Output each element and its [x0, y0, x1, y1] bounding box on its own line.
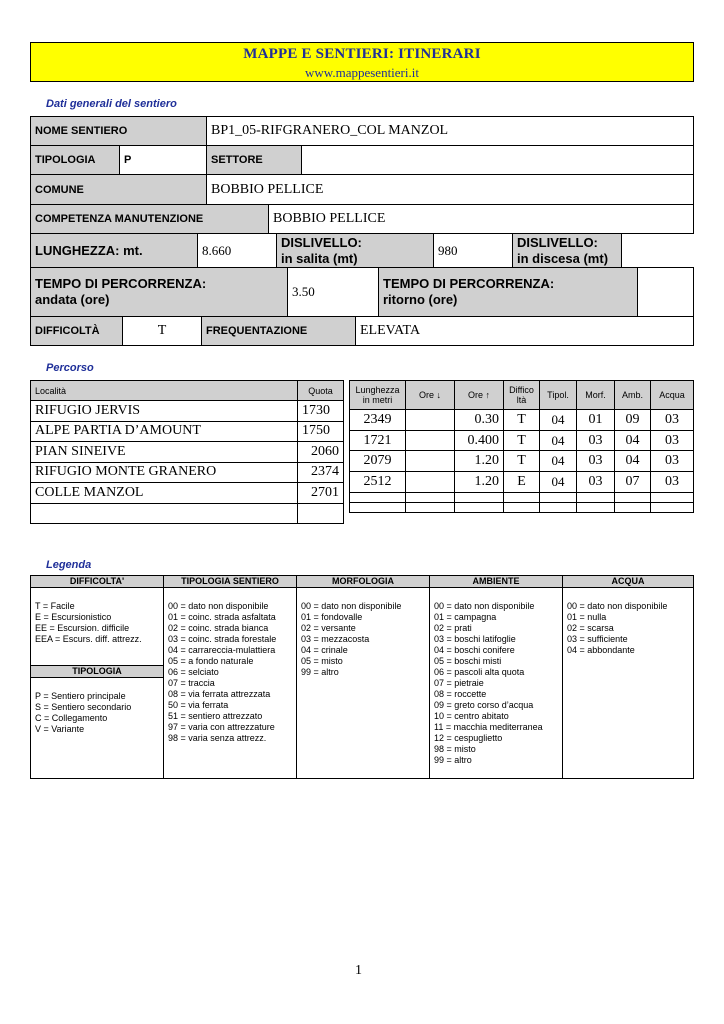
tratto-lunghezza: [350, 503, 406, 513]
comune-label: COMUNE: [31, 175, 207, 205]
legenda-item: 00 = dato non disponibile: [301, 601, 402, 611]
section-title-general: Dati generali del sentiero: [46, 98, 177, 110]
legenda-tipologia-title: TIPOLOGIA: [31, 665, 164, 678]
tipologia-label: TIPOLOGIA: [31, 146, 120, 175]
legenda-morfologia-cell: [297, 588, 430, 779]
localita-name: COLLE MANZOL: [31, 483, 298, 504]
localita-name: [31, 503, 298, 524]
tratto-tipol: 04: [540, 431, 577, 451]
dislivello-salita-label: [277, 234, 434, 268]
localita-row: [31, 442, 344, 463]
legenda-item: V = Variante: [35, 724, 85, 734]
lunghezza-header: Lunghezza in metri: [350, 381, 406, 410]
localita-quota: 1750: [298, 421, 344, 442]
tratto-tipol: 04: [540, 451, 577, 472]
localita-quota: [298, 503, 344, 524]
dislivello-discesa-label-line1: DISLIVELLO:: [517, 234, 598, 250]
legenda-item: 06 = pascoli alta quota: [434, 667, 525, 677]
settore-value: [302, 146, 694, 175]
lunghezza-value: 8.660: [198, 234, 277, 268]
legenda-item: 01 = campagna: [434, 612, 497, 622]
legenda-item: 00 = dato non disponibile: [434, 601, 535, 611]
comune-value: BOBBIO PELLICE: [207, 175, 694, 205]
document-title: MAPPE E SENTIERI: ITINERARI: [243, 46, 481, 62]
legenda-table: [30, 575, 694, 779]
legenda-item: S = Sentiero secondario: [35, 702, 132, 712]
legenda-item: 03 = boschi latifoglie: [434, 634, 516, 644]
tratto-difficolta: T: [504, 431, 540, 451]
tratto-difficolta: [504, 493, 540, 503]
tratto-morf: [577, 493, 615, 503]
tratto-ore-down: [406, 493, 455, 503]
legenda-difficolta-title: DIFFICOLTA': [31, 576, 164, 588]
legenda-item: E = Escursionistico: [35, 612, 112, 622]
tratto-morf: 03: [577, 431, 615, 451]
tratto-ore-down: [406, 431, 455, 451]
legenda-item: 03 = coinc. strada forestale: [168, 634, 277, 644]
localita-row: [31, 503, 344, 524]
tratto-acqua: 03: [651, 472, 694, 493]
section-title-percorso: Percorso: [46, 362, 94, 374]
tratto-difficolta: E: [504, 472, 540, 493]
legenda-item: 04 = abbondante: [567, 645, 635, 655]
legenda-tipologia-sentiero-cell: [164, 588, 297, 779]
tratto-ore-up: [455, 493, 504, 503]
legenda-item: T = Facile: [35, 601, 75, 611]
morf-header: Morf.: [577, 381, 615, 410]
lunghezza-label: LUNGHEZZA: mt.: [31, 234, 198, 268]
competenza-label: COMPETENZA MANUTENZIONE: [31, 205, 269, 234]
legenda-item: 08 = roccette: [434, 689, 487, 699]
general-data-table: [30, 116, 694, 146]
difficolta-row: [30, 316, 694, 346]
tratto-amb: [615, 503, 651, 513]
tratto-ore-down: [406, 503, 455, 513]
tratto-lunghezza: 1721: [350, 431, 406, 451]
dislivello-salita-label-line1: DISLIVELLO:: [281, 234, 362, 250]
legenda-item: 97 = varia con attrezzature: [168, 722, 275, 732]
localita-quota: 2060: [298, 442, 344, 463]
lunghezza-row: [30, 233, 622, 268]
legenda-ambiente-list: [434, 588, 558, 766]
localita-row: [31, 401, 344, 422]
header-banner: [30, 42, 694, 82]
tratto-morf: 01: [577, 410, 615, 431]
website-url: www.mappesentieri.it: [305, 65, 419, 80]
tipol-header: Tipol.: [540, 381, 577, 410]
legenda-item: 01 = fondovalle: [301, 612, 363, 622]
frequentazione-label: FREQUENTAZIONE: [202, 317, 356, 346]
tratto-lunghezza: [350, 493, 406, 503]
legenda-item: 02 = prati: [434, 623, 472, 633]
tratto-ore-down: [406, 472, 455, 493]
legenda-item: 03 = sufficiente: [567, 634, 628, 644]
tempo-andata-label-line1: TEMPO DI PERCORRENZA:: [35, 276, 207, 291]
tempo-row: [30, 267, 694, 317]
tratto-ore-up: 1.20: [455, 472, 504, 493]
dislivello-salita-value: 980: [434, 234, 513, 268]
tratto-tipol: 04: [540, 472, 577, 493]
tratto-amb: 04: [615, 451, 651, 472]
legenda-item: 01 = nulla: [567, 612, 607, 622]
legenda-tipologia-sentiero-list: [168, 588, 292, 744]
tratto-row: [350, 431, 694, 451]
tratto-row: [350, 451, 694, 472]
acqua-header: Acqua: [651, 381, 694, 410]
legenda-item: 12 = cespuglietto: [434, 733, 503, 743]
legenda-item: EEA = Escurs. diff. attrezz.: [35, 634, 142, 644]
legenda-item: 05 = a fondo naturale: [168, 656, 254, 666]
dislivello-discesa-label-line2: in discesa (mt): [517, 250, 609, 266]
tratto-morf: [577, 503, 615, 513]
localita-table: [30, 380, 344, 524]
competenza-row: [30, 204, 694, 234]
tempo-ritorno-label-line1: TEMPO DI PERCORRENZA:: [383, 276, 555, 291]
page-number: 1: [355, 963, 362, 978]
legenda-item: 07 = pietraie: [434, 678, 484, 688]
tratto-acqua: 03: [651, 451, 694, 472]
legenda-difficolta-cell: [31, 588, 164, 779]
tipologia-row: [30, 145, 694, 175]
tratto-ore-up: [455, 503, 504, 513]
localita-row: [31, 483, 344, 504]
tempo-ritorno-label-line2: ritorno (ore): [383, 292, 458, 307]
legenda-item: 01 = coinc. strada asfaltata: [168, 612, 276, 622]
legenda-acqua-list: [567, 588, 689, 656]
legenda-tipologia-sentiero-title: TIPOLOGIA SENTIERO: [164, 576, 297, 588]
tempo-andata-value: 3.50: [288, 268, 379, 317]
tratto-row: [350, 410, 694, 431]
tratto-row: [350, 503, 694, 513]
comune-row: [30, 174, 694, 205]
tipologia-value: P: [120, 146, 207, 175]
legenda-item: 10 = centro abitato: [434, 711, 509, 721]
tratto-row: [350, 493, 694, 503]
tratto-morf: 03: [577, 451, 615, 472]
competenza-value: BOBBIO PELLICE: [269, 205, 694, 234]
tempo-ritorno-label: [379, 268, 638, 317]
tratto-difficolta: T: [504, 410, 540, 431]
legenda-item: 06 = selciato: [168, 667, 219, 677]
ore-down-header: Ore ↓: [406, 381, 455, 410]
localita-name: RIFUGIO JERVIS: [31, 401, 298, 422]
legenda-item: 99 = altro: [434, 755, 472, 765]
difficolta-header: Diffico ltà: [504, 381, 540, 410]
tratto-acqua: [651, 503, 694, 513]
tratto-difficolta: [504, 503, 540, 513]
tratto-tipol: [540, 503, 577, 513]
tratto-ore-down: [406, 451, 455, 472]
legenda-morfologia-list: [301, 588, 425, 678]
tratto-amb: 09: [615, 410, 651, 431]
tempo-ritorno-value: [638, 268, 694, 317]
tratto-lunghezza: 2512: [350, 472, 406, 493]
legenda-item: 09 = greto corso d’acqua: [434, 700, 534, 710]
nome-sentiero-value: BP1_05-RIFGRANERO_COL MANZOL: [207, 117, 694, 146]
tempo-andata-label: [31, 268, 288, 317]
legenda-item: 00 = dato non disponibile: [567, 601, 668, 611]
legenda-morfologia-title: MORFOLOGIA: [297, 576, 430, 588]
legenda-item: 04 = boschi conifere: [434, 645, 515, 655]
tratto-amb: 07: [615, 472, 651, 493]
settore-label: SETTORE: [207, 146, 302, 175]
legenda-ambiente-title: AMBIENTE: [430, 576, 563, 588]
legenda-ambiente-cell: [430, 588, 563, 779]
legenda-item: 02 = scarsa: [567, 623, 614, 633]
legenda-item: 02 = versante: [301, 623, 356, 633]
ore-up-header: Ore ↑: [455, 381, 504, 410]
legenda-item: 04 = crinale: [301, 645, 348, 655]
tratto-acqua: [651, 493, 694, 503]
quota-header: Quota: [298, 381, 344, 401]
tratto-amb: [615, 493, 651, 503]
difficolta-label: DIFFICOLTÀ: [31, 317, 123, 346]
tratto-acqua: 03: [651, 431, 694, 451]
legenda-item: 07 = traccia: [168, 678, 215, 688]
tratto-tipol: [540, 493, 577, 503]
legenda-item: 11 = macchia mediterranea: [434, 722, 543, 732]
tratto-lunghezza: 2349: [350, 410, 406, 431]
frequentazione-value: ELEVATA: [356, 317, 694, 346]
tratto-amb: 04: [615, 431, 651, 451]
legenda-item: 00 = dato non disponibile: [168, 601, 269, 611]
localita-quota: 2374: [298, 462, 344, 483]
nome-sentiero-label: NOME SENTIERO: [31, 117, 207, 146]
legenda-item: EE = Escursion. difficile: [35, 623, 130, 633]
tratto-lunghezza: 2079: [350, 451, 406, 472]
section-title-legenda: Legenda: [46, 559, 92, 571]
legenda-item: 04 = carrareccia-mulattiera: [168, 645, 276, 655]
legenda-item: P = Sentiero principale: [35, 691, 126, 701]
localita-row: [31, 421, 344, 442]
tratto-ore-up: 1.20: [455, 451, 504, 472]
tratti-table: [349, 380, 694, 513]
localita-name: RIFUGIO MONTE GRANERO: [31, 462, 298, 483]
legenda-acqua-cell: [563, 588, 694, 779]
legenda-item: 05 = boschi misti: [434, 656, 502, 666]
legenda-item: 50 = via ferrata: [168, 700, 229, 710]
tratto-row: [350, 472, 694, 493]
tempo-andata-label-line2: andata (ore): [35, 292, 110, 307]
legenda-item: 08 = via ferrata attrezzata: [168, 689, 271, 699]
localita-name: PIAN SINEIVE: [31, 442, 298, 463]
legenda-tipologia-list: [31, 678, 163, 735]
legenda-difficolta-list: [31, 588, 163, 665]
legenda-item: C = Collegamento: [35, 713, 108, 723]
difficolta-value: T: [123, 317, 202, 346]
legenda-item: 98 = misto: [434, 744, 476, 754]
localita-header: Località: [31, 381, 298, 401]
legenda-item: 98 = varia senza attrezz.: [168, 733, 267, 743]
tratto-difficolta: T: [504, 451, 540, 472]
localita-name: ALPE PARTIA D’AMOUNT: [31, 421, 298, 442]
localita-quota: 2701: [298, 483, 344, 504]
tratto-ore-down: [406, 410, 455, 431]
tratto-acqua: 03: [651, 410, 694, 431]
tratto-tipol: 04: [540, 410, 577, 431]
legenda-acqua-title: ACQUA: [563, 576, 694, 588]
tratto-ore-up: 0.400: [455, 431, 504, 451]
tratto-morf: 03: [577, 472, 615, 493]
dislivello-salita-label-line2: in salita (mt): [281, 250, 358, 266]
legenda-item: 51 = sentiero attrezzato: [168, 711, 263, 721]
legenda-item: 03 = mezzacosta: [301, 634, 370, 644]
localita-quota: 1730: [298, 401, 344, 422]
localita-row: [31, 462, 344, 483]
legenda-item: 02 = coinc. strada bianca: [168, 623, 269, 633]
legenda-item: 05 = misto: [301, 656, 343, 666]
tratto-ore-up: 0.30: [455, 410, 504, 431]
dislivello-discesa-label: [513, 234, 622, 268]
legenda-item: 99 = altro: [301, 667, 339, 677]
amb-header: Amb.: [615, 381, 651, 410]
